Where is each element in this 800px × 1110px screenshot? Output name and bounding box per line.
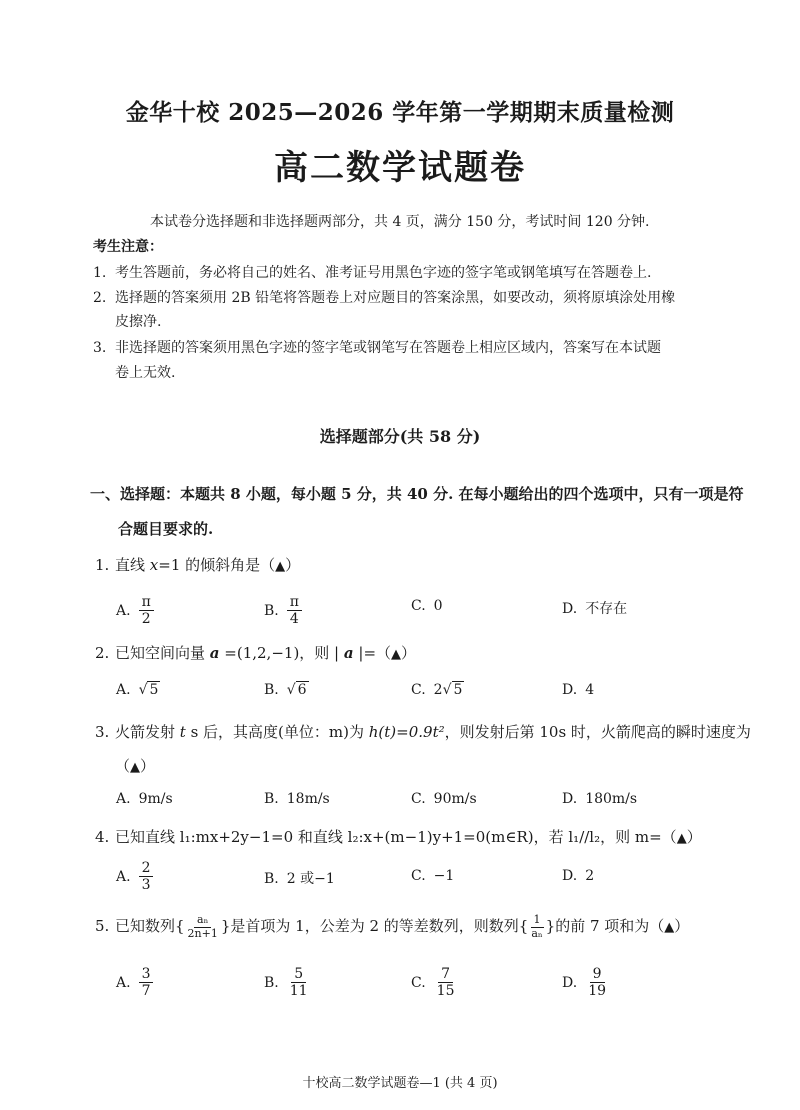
fraction xyxy=(434,966,458,999)
sqrt-expression: 2√ 5 xyxy=(433,682,463,698)
question-text: （ xyxy=(115,757,131,775)
fraction xyxy=(287,594,302,627)
math-var: t xyxy=(179,723,186,741)
option-label: A. xyxy=(116,791,131,807)
option-text: 4 xyxy=(585,682,595,698)
option-5C xyxy=(411,966,458,999)
option-3D xyxy=(562,791,637,807)
radicand: 6 xyxy=(297,682,307,698)
numerator: 3 xyxy=(139,966,154,983)
option-label: C. xyxy=(411,598,426,614)
option-label: B. xyxy=(264,602,279,619)
question-text: ） xyxy=(686,828,702,846)
option-text: 0 xyxy=(433,598,443,614)
option-1A xyxy=(116,594,154,627)
question-3 xyxy=(95,721,751,742)
coefficient: 2 xyxy=(433,682,443,698)
option-text: −1 xyxy=(433,868,455,884)
notice-heading: 考生注意： xyxy=(93,239,163,255)
numerator: 9 xyxy=(590,966,605,983)
option-5A xyxy=(116,966,153,999)
question-number: 5. xyxy=(95,917,110,936)
option-label: D. xyxy=(562,974,578,991)
question-text: ） xyxy=(401,644,417,662)
option-text: 90m/s xyxy=(433,791,477,807)
option-label: A. xyxy=(116,868,131,885)
denominator: 15 xyxy=(436,983,455,1000)
question-2 xyxy=(95,642,416,663)
notice-text: 非选择题的答案须用黑色字迹的签字笔或钢笔写在答题卷上相应区域内，答案写在本试题 xyxy=(115,340,661,356)
notice-item-1 xyxy=(93,262,651,282)
denominator: 4 xyxy=(289,611,299,628)
option-label: A. xyxy=(116,682,131,698)
numerator: π xyxy=(287,594,302,611)
question-text: |=（ xyxy=(353,644,392,662)
option-label: D. xyxy=(562,791,578,807)
option-label: B. xyxy=(264,871,279,887)
option-text: 不存在 xyxy=(585,601,628,617)
option-label: C. xyxy=(411,868,426,884)
option-label: B. xyxy=(264,791,279,807)
notice-item-2 xyxy=(93,287,675,307)
denominator: 3 xyxy=(141,877,151,894)
fraction xyxy=(585,966,609,999)
notice-number: 2. xyxy=(93,290,107,306)
denominator: 7 xyxy=(141,983,151,1000)
question-text: ，则发射后第 10s 时，火箭爬高的瞬时速度为 xyxy=(444,723,751,741)
question-text: 已知空间向量 xyxy=(115,644,210,662)
radicand: 5 xyxy=(453,682,463,698)
option-2B xyxy=(264,682,309,698)
numerator: 2 xyxy=(139,860,154,877)
question-text: }是首项为 1，公差为 2 的等差数列，则数列{ xyxy=(220,917,529,936)
option-4B xyxy=(264,868,335,888)
section-title: 选择题部分(共 58 分) xyxy=(319,427,481,446)
option-label: C. xyxy=(411,974,426,991)
option-3A xyxy=(116,791,173,807)
option-1D xyxy=(562,598,627,618)
question-text: ） xyxy=(285,556,301,574)
question-4 xyxy=(95,826,702,847)
question-text: =(1,2,−1)，则 | xyxy=(219,644,344,662)
numerator: 1 xyxy=(531,914,544,928)
option-text: 2 或−1 xyxy=(286,871,335,887)
question-text: ） xyxy=(140,757,156,775)
option-label: D. xyxy=(562,682,578,698)
option-5D xyxy=(562,966,609,999)
exam-title: 金华十校 2025—2026 学年第一学期期末质量检测 xyxy=(125,99,675,126)
option-label: D. xyxy=(562,601,578,617)
numerator: 7 xyxy=(438,966,453,983)
question-text: 直线 xyxy=(115,556,150,574)
question-text: =1 的倾斜角是（ xyxy=(158,556,276,574)
option-label: C. xyxy=(411,791,426,807)
option-label: A. xyxy=(116,602,131,619)
fraction xyxy=(139,594,154,627)
question-5 xyxy=(95,914,689,940)
notice-text: 考生答题前，务必将自己的姓名、准考证号用黑色字迹的签字笔或钢笔填写在答题卷上. xyxy=(115,265,652,281)
answer-marker: ▲ xyxy=(275,559,286,574)
math-function: h(t)=0.9t² xyxy=(368,723,445,741)
notice-number: 1. xyxy=(93,265,107,281)
option-text: 2 xyxy=(585,868,595,884)
denominator: 11 xyxy=(289,983,308,1000)
part-instruction-cont: 合题目要求的. xyxy=(118,520,214,538)
option-text: 180m/s xyxy=(585,791,638,807)
question-text: 已知数列{ xyxy=(115,917,185,936)
question-number: 4. xyxy=(95,828,110,846)
math-var: x xyxy=(149,556,159,574)
numerator: 5 xyxy=(291,966,306,983)
fraction xyxy=(528,914,545,940)
option-2D xyxy=(562,682,594,698)
fraction xyxy=(139,860,154,893)
fraction xyxy=(287,966,311,999)
numerator: π xyxy=(139,594,154,611)
option-label: A. xyxy=(116,974,131,991)
exam-subtitle: 高二数学试题卷 xyxy=(274,148,526,188)
question-number: 2. xyxy=(95,644,110,662)
question-number: 1. xyxy=(95,556,110,574)
answer-marker: ▲ xyxy=(676,831,687,846)
question-number: 3. xyxy=(95,723,110,741)
question-1 xyxy=(95,554,300,575)
sqrt-expression: √ 5 xyxy=(138,682,159,698)
answer-marker: ▲ xyxy=(130,760,141,775)
question-text: s 后，其高度(单位：m)为 xyxy=(185,723,369,741)
page-footer: 十校高二数学试题卷—1 (共 4 页) xyxy=(302,1076,498,1091)
option-text: 18m/s xyxy=(286,791,330,807)
option-label: D. xyxy=(562,868,578,884)
sqrt-expression: √ 6 xyxy=(286,682,307,698)
denominator: 2n+1 xyxy=(187,926,218,940)
answer-marker: ▲ xyxy=(664,920,675,936)
math-vector: a xyxy=(209,644,220,662)
option-4D xyxy=(562,868,594,884)
option-5B xyxy=(264,966,311,999)
option-label: B. xyxy=(264,682,279,698)
question-text: ） xyxy=(674,917,690,936)
numerator: aₙ xyxy=(194,914,211,928)
question-text: 已知直线 l₁:mx+2y−1=0 和直线 l₂:x+(m−1)y+1=0(m∈R)，若 l₁//l₂，则 m=（ xyxy=(115,828,677,846)
math-vector: a xyxy=(343,644,354,662)
option-label: C. xyxy=(411,682,426,698)
option-2A xyxy=(116,682,160,698)
option-3B xyxy=(264,791,330,807)
question-text: 火箭发射 xyxy=(115,723,180,741)
denominator: aₙ xyxy=(531,926,543,940)
option-4A xyxy=(116,860,153,893)
option-label: B. xyxy=(264,974,279,991)
option-2C xyxy=(411,682,464,698)
option-1B xyxy=(264,594,302,627)
notice-text: 选择题的答案须用 2B 铅笔将答题卷上对应题目的答案涂黑，如要改动，须将原填涂处用橡 xyxy=(115,290,676,306)
intro-text: 本试卷分选择题和非选择题两部分，共 4 页，满分 150 分，考试时间 120 分钟. xyxy=(150,214,650,230)
option-4C xyxy=(411,868,454,884)
notice-number: 3. xyxy=(93,340,107,356)
question-text: }的前 7 项和为（ xyxy=(545,917,665,936)
notice-item-2-cont: 皮擦净. xyxy=(115,314,162,330)
option-text: 9m/s xyxy=(138,791,173,807)
fraction xyxy=(185,914,221,940)
fraction xyxy=(139,966,154,999)
question-3-cont xyxy=(115,755,155,776)
option-3C xyxy=(411,791,477,807)
denominator: 19 xyxy=(588,983,607,1000)
notice-item-3-cont: 卷上无效. xyxy=(115,365,176,381)
option-1C xyxy=(411,598,443,614)
denominator: 2 xyxy=(141,611,151,628)
radicand: 5 xyxy=(149,682,159,698)
notice-item-3 xyxy=(93,337,661,357)
answer-marker: ▲ xyxy=(391,647,402,662)
part-instruction: 一、选择题：本题共 8 小题，每小题 5 分，共 40 分. 在每小题给出的四个选项中，只有一项是符 xyxy=(90,485,744,503)
